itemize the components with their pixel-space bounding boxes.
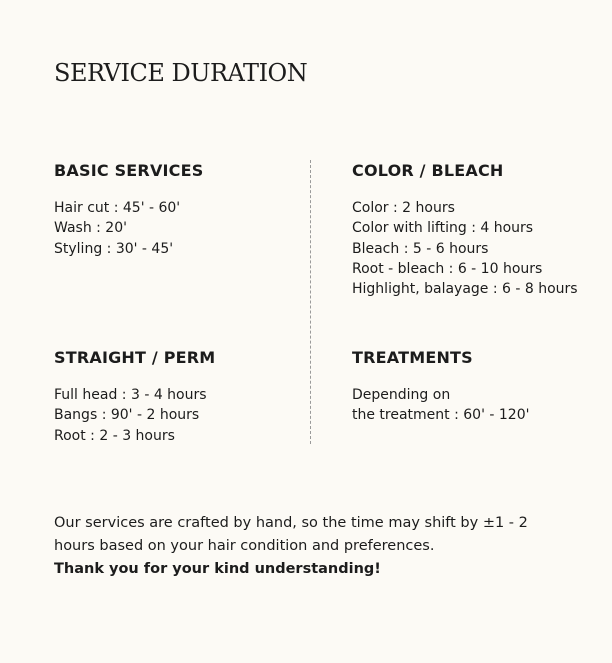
section-heading: BASIC SERVICES xyxy=(54,161,204,180)
service-item: Depending on xyxy=(352,387,451,403)
footer-line: hours based on your hair condition and preferences. xyxy=(54,538,435,554)
service-item: Highlight, balayage : 6 - 8 hours xyxy=(352,281,578,298)
section-treatments xyxy=(352,347,602,426)
service-item: the treatment : 60' - 120' xyxy=(352,407,530,424)
service-item: Wash : 20' xyxy=(54,220,127,237)
footer-line: Our services are crafted by hand, so the time may shift by ±1 - 2 xyxy=(54,515,528,531)
section-straight-perm xyxy=(54,347,304,446)
section-heading: TREATMENTS xyxy=(352,348,473,367)
thank-you-note: Thank you for your kind understanding! xyxy=(54,561,381,577)
service-item: Root - bleach : 6 - 10 hours xyxy=(352,260,543,277)
footer-note xyxy=(54,512,584,581)
service-item: Bleach : 5 - 6 hours xyxy=(352,240,489,257)
service-item: Bangs : 90' - 2 hours xyxy=(54,407,200,424)
service-list xyxy=(54,385,304,446)
service-list xyxy=(352,198,602,299)
service-list xyxy=(352,385,602,426)
service-item: Root : 2 - 3 hours xyxy=(54,427,175,444)
section-color-bleach xyxy=(352,160,602,299)
column-divider xyxy=(310,160,311,444)
page-title: SERVICE DURATION xyxy=(54,59,308,87)
service-list xyxy=(54,198,304,259)
service-item: Color : 2 hours xyxy=(352,200,455,216)
section-heading: COLOR / BLEACH xyxy=(352,161,504,180)
service-item: Styling : 30' - 45' xyxy=(54,240,174,257)
service-item: Hair cut : 45' - 60' xyxy=(54,200,181,216)
section-heading: STRAIGHT / PERM xyxy=(54,348,216,367)
service-item: Full head : 3 - 4 hours xyxy=(54,387,207,403)
service-item: Color with lifting : 4 hours xyxy=(352,220,534,237)
section-basic-services xyxy=(54,160,304,259)
